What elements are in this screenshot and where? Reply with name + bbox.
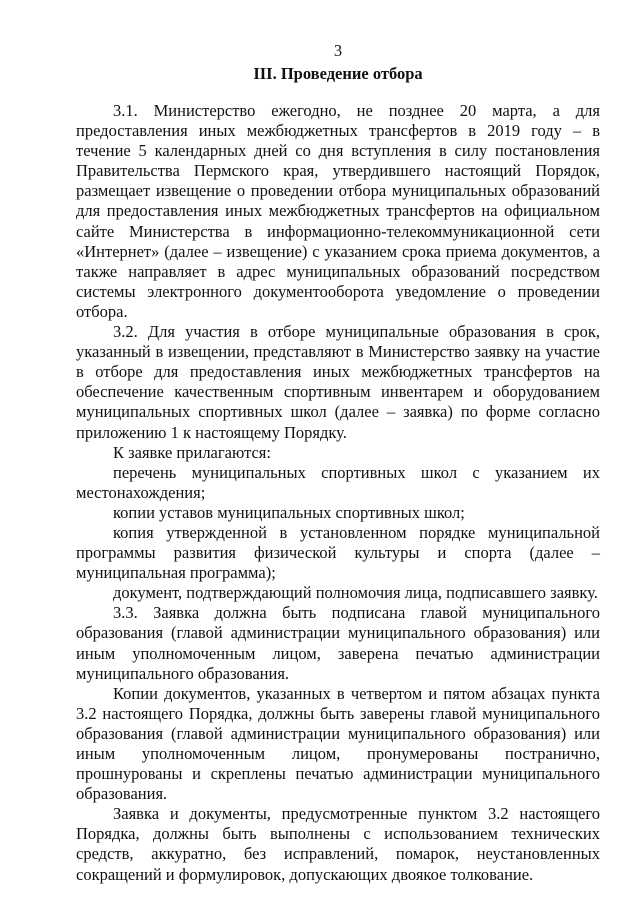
paragraph-authority: документ, подтверждающий полномочия лица, подписавшего заявку. <box>113 583 598 603</box>
paragraph-3-1: 3.1. Министерство ежегодно, не позднее 20 марта, а для предоставления иных межбюджетных трансфертов в 2019 году – в течение 5 календарных дней со дня вступления в силу постановления Правительства Пермского края, утвердившего настоящий Порядок, размещает извещение о проведении отбора муниципальных образований для предоставления иных межбюджетных трансфертов на официальном сайте Министерства в информационно-телекоммуникационной сети «Интернет» (далее – извещение) с указанием срока приема документов, а также направляет в адрес муниципальных образований посредством системы электронного документооборота уведомление о проведении отбора. <box>76 101 600 321</box>
paragraph-program: копия утвержденной в установленном порядке муниципальной программы развития физической культуры и спорта (далее – муниципальная программа); <box>76 522 600 583</box>
paragraph-3-2: 3.2. Для участия в отборе муниципальные образования в срок, указанный в извещении, представляют в Министерство заявку на участие в отборе для предоставления иных межбюджетных трансфертов на обеспечение качественным спортивным инвентарем и оборудованием муниципальных спортивных школ (далее – заявка) по форме согласно приложению 1 к настоящему Порядку. <box>76 322 600 442</box>
paragraph-charters: копии уставов муниципальных спортивных школ; <box>113 502 465 522</box>
paragraph-attachments-intro: К заявке прилагаются: <box>113 442 271 462</box>
paragraph-copies: Копии документов, указанных в четвертом и пятом абзацах пункта 3.2 настоящего Порядка, должны быть заверены главой муниципального образования (главой администрации муниципального образования) или иным уполномоченным лицом, пронумерованы постранично, прошнурованы и скреплены печатью администрации муниципального образования. <box>76 683 600 804</box>
paragraph-school-list: перечень муниципальных спортивных школ с указанием их местонахождения; <box>76 462 600 502</box>
section-title: III. Проведение отбора <box>253 64 423 83</box>
page-number: 3 <box>333 41 343 60</box>
paragraph-requirements: Заявка и документы, предусмотренные пунктом 3.2 настоящего Порядка, должны быть выполнены с использованием технических средств, аккуратно, без исправлений, помарок, неустановленных сокращений и формулировок, допускающих двоякое толкование. <box>76 804 600 884</box>
document-body <box>76 101 600 885</box>
paragraph-3-3: 3.3. Заявка должна быть подписана главой муниципального образования (главой администрации муниципального образования) или иным уполномоченным лицом, заверена печатью администрации муниципального образования. <box>76 603 600 683</box>
